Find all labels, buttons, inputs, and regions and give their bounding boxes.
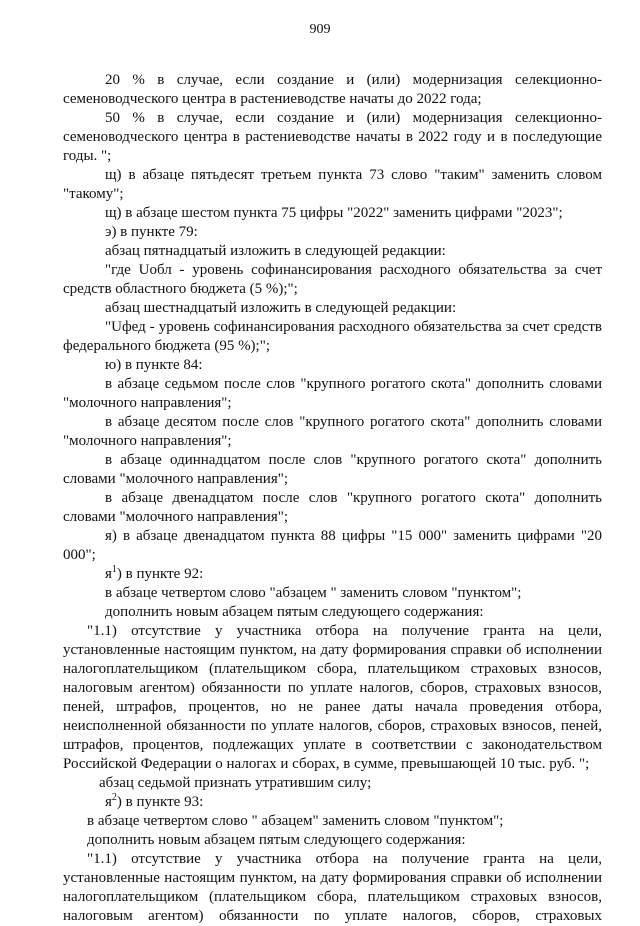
paragraph-text: в абзаце седьмом после слов "крупного рогатого скота" дополнить словами "молочного направления";: [63, 376, 602, 411]
paragraph: [63, 584, 602, 603]
paragraph-text: абзац шестнадцатый изложить в следующей редакции:: [105, 300, 457, 316]
paragraph-text: "Uфед - уровень софинансирования расходного обязательства за счет средств федерального бюджета (95 %);";: [63, 319, 602, 354]
paragraph-text: дополнить новым абзацем пятым следующего содержания:: [87, 832, 466, 848]
paragraph-text: я) в абзаце двенадцатом пункта 88 цифры "15 000" заменить цифрами "20 000";: [63, 528, 602, 563]
paragraph-text: "1.1) отсутствие у участника отбора на получение гранта на цели, установленные настоящим пунктом, на дату формирования справки об исполнении налогоплательщиком (плательщиком сбора, плательщиком страховых взносов, налоговым агентом) обязанности по уплате налогов, сборов, страховых взносов, пеней, штрафов, процентов, но не ранее даты начала проведения отбора, неисполненной обязанности по уплате налогов, сборов, страховых взносов, пеней, штрафов, процентов, подлежащих уплате в соответствии с законодательством Российской Федерации о налогах и сборах, в сумме, превышающей 10 тыс. руб. ";: [63, 623, 602, 772]
paragraph-text: в абзаце десятом после слов "крупного рогатого скота" дополнить словами "молочного направления";: [63, 414, 602, 449]
paragraph: [63, 774, 602, 793]
paragraph: [63, 318, 602, 356]
page-number: 909: [309, 22, 331, 37]
paragraph: [63, 831, 602, 850]
document-body: [63, 71, 602, 926]
paragraph: [63, 375, 602, 413]
paragraph: [63, 413, 602, 451]
paragraph: [63, 565, 602, 584]
paragraph-text: в абзаце одиннадцатом после слов "крупного рогатого скота" дополнить словами "молочного направления";: [63, 452, 602, 487]
superscript: 2: [111, 792, 117, 803]
paragraph-text: абзац седьмой признать утратившим силу;: [99, 775, 372, 791]
paragraph-text: щ) в абзаце пятьдесят третьем пункта 73 слово "таким" заменить словом "такому";: [63, 167, 602, 202]
paragraph-text: щ) в абзаце шестом пункта 75 цифры "2022" заменить цифрами "2023";: [105, 205, 563, 221]
paragraph-text: "где Uобл - уровень софинансирования расходного обязательства за счет средств областного бюджета (5 %);";: [63, 262, 602, 297]
paragraph: [63, 622, 602, 774]
paragraph: [63, 489, 602, 527]
paragraph: [63, 223, 602, 242]
paragraph-text: дополнить новым абзацем пятым следующего содержания:: [105, 604, 484, 620]
paragraph: [63, 812, 602, 831]
paragraph-text: ю) в пункте 84:: [105, 357, 203, 373]
paragraph-text: абзац пятнадцатый изложить в следующей редакции:: [105, 243, 446, 259]
paragraph: [63, 299, 602, 318]
paragraph-text: э) в пункте 79:: [105, 224, 198, 240]
superscript: 1: [111, 564, 117, 575]
paragraph: [63, 603, 602, 622]
paragraph: [63, 109, 602, 166]
paragraph-text-tail: ) в пункте 93:: [116, 794, 204, 810]
paragraph: [63, 242, 602, 261]
paragraph-text: в абзаце четвертом слово "абзацем " заменить словом "пунктом";: [105, 585, 522, 601]
paragraph-text: в абзаце четвертом слово " абзацем" заменить словом "пунктом";: [87, 813, 504, 829]
paragraph-text: я: [105, 566, 112, 582]
paragraph-text: 20 % в случае, если создание и (или) модернизация селекционно-семеноводческого центра в растениеводстве начаты до 2022 года;: [63, 72, 602, 107]
paragraph-text-tail: ) в пункте 92:: [116, 566, 204, 582]
paragraph-text: в абзаце двенадцатом после слов "крупного рогатого скота" дополнить словами "молочного направления";: [63, 490, 602, 525]
paragraph: [63, 166, 602, 204]
paragraph: [63, 204, 602, 223]
paragraph: [63, 71, 602, 109]
paragraph: [63, 451, 602, 489]
paragraph: [63, 850, 602, 926]
paragraph: [63, 793, 602, 812]
paragraph: [63, 527, 602, 565]
paragraph-text: "1.1) отсутствие у участника отбора на получение гранта на цели, установленные настоящим пунктом, на дату формирования справки об исполнении налогоплательщиком (плательщиком сбора, плательщиком страховых взносов, налоговым агентом) обязанности по уплате налогов, сборов, страховых: [63, 851, 602, 924]
paragraph-text: я: [105, 794, 112, 810]
paragraph: [63, 261, 602, 299]
paragraph-text: 50 % в случае, если создание и (или) модернизация селекционно-семеноводческого центра в растениеводстве начаты в 2022 году и в последующие годы. ";: [63, 110, 602, 164]
paragraph: [63, 356, 602, 375]
